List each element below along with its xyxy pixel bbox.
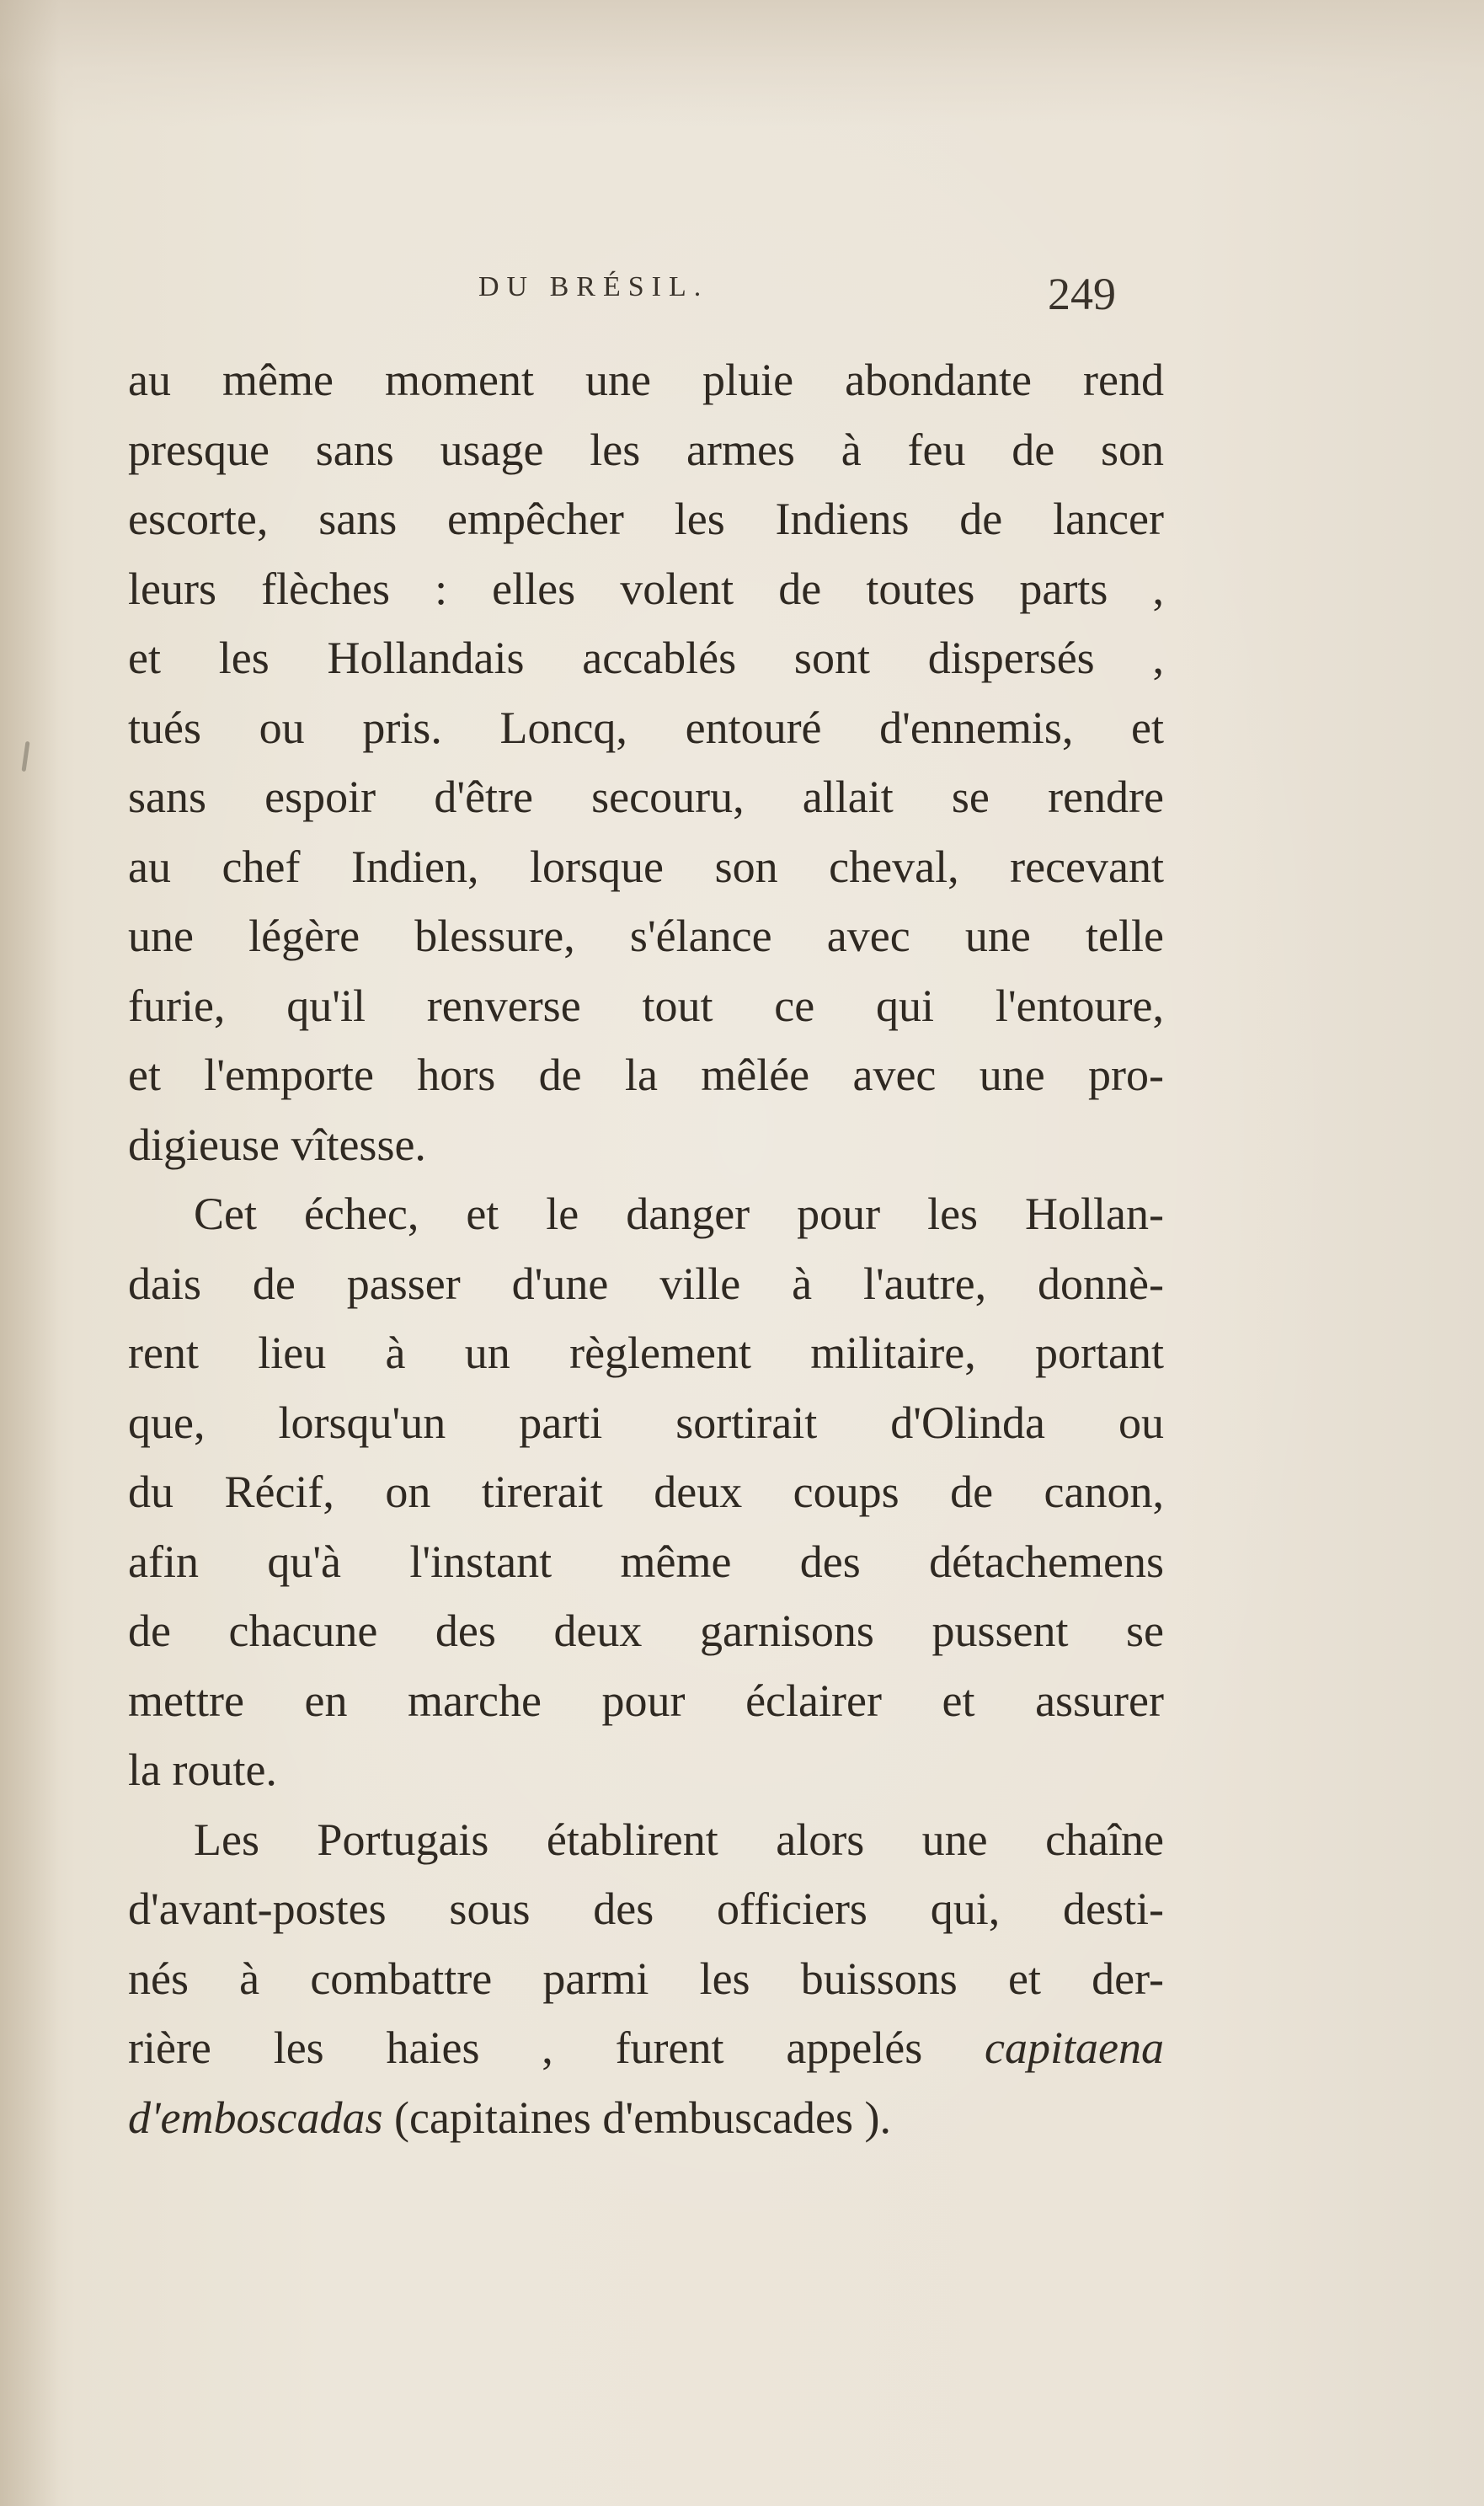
- roman-text: (capitaines d'embuscades ).: [382, 2092, 892, 2143]
- text-line: et les Hollandais accablés sont dispersés ,: [128, 633, 1164, 683]
- body-text: [128, 345, 1164, 2152]
- italic-term: d'emboscadas: [128, 2092, 383, 2143]
- text-line: et l'emporte hors de la mêlée avec une pro-: [128, 1050, 1164, 1100]
- text-line: du Récif, on tirerait deux coups de canon,: [128, 1467, 1164, 1517]
- text-line: la route.: [128, 1745, 277, 1795]
- text-line: mettre en marche pour éclairer et assurer: [128, 1675, 1164, 1726]
- paper-stain: [0, 0, 1484, 126]
- text-line: Cet échec, et le danger pour les Hollan-: [194, 1189, 1164, 1239]
- text-line: Les Portugais établirent alors une chaîne: [194, 1814, 1164, 1865]
- italic-term: capitaena: [985, 2022, 1164, 2073]
- text-line: leurs flèches : elles volent de toutes parts ,: [128, 563, 1164, 614]
- text-line: nés à combattre parmi les buissons et der-: [128, 1953, 1164, 2004]
- text-line: rent lieu à un règlement militaire, portant: [128, 1328, 1164, 1378]
- text-line: au chef Indien, lorsque son cheval, recevant: [128, 841, 1164, 892]
- text-line: dais de passer d'une ville à l'autre, donnè-: [128, 1258, 1164, 1309]
- text-line: d'avant-postes sous des officiers qui, desti-: [128, 1884, 1164, 1934]
- text-line: presque sans usage les armes à feu de son: [128, 424, 1164, 475]
- text-line: que, lorsqu'un parti sortirait d'Olinda ou: [128, 1397, 1164, 1448]
- text-line: tués ou pris. Loncq, entouré d'ennemis, et: [128, 702, 1164, 753]
- text-line: furie, qu'il renverse tout ce qui l'entoure,: [128, 980, 1164, 1031]
- text-line: escorte, sans empêcher les Indiens de lancer: [128, 494, 1164, 544]
- roman-text: rière les haies , furent appelés: [128, 2022, 985, 2073]
- text-line-with-italic: [128, 2013, 1164, 2083]
- running-title: DU BRÉSIL.: [478, 271, 709, 302]
- page-number: 249: [1048, 269, 1116, 319]
- text-line: afin qu'à l'instant même des détachemens: [128, 1536, 1164, 1587]
- text-line: sans espoir d'être secouru, allait se rendre: [128, 772, 1164, 822]
- text-line-with-italic: [128, 2083, 1164, 2153]
- gutter-shadow: [0, 0, 59, 2506]
- text-line: digieuse vîtesse.: [128, 1119, 426, 1170]
- text-line: de chacune des deux garnisons pussent se: [128, 1606, 1164, 1656]
- text-line: au même moment une pluie abondante rend: [128, 355, 1164, 405]
- text-line: une légère blessure, s'élance avec une telle: [128, 911, 1164, 961]
